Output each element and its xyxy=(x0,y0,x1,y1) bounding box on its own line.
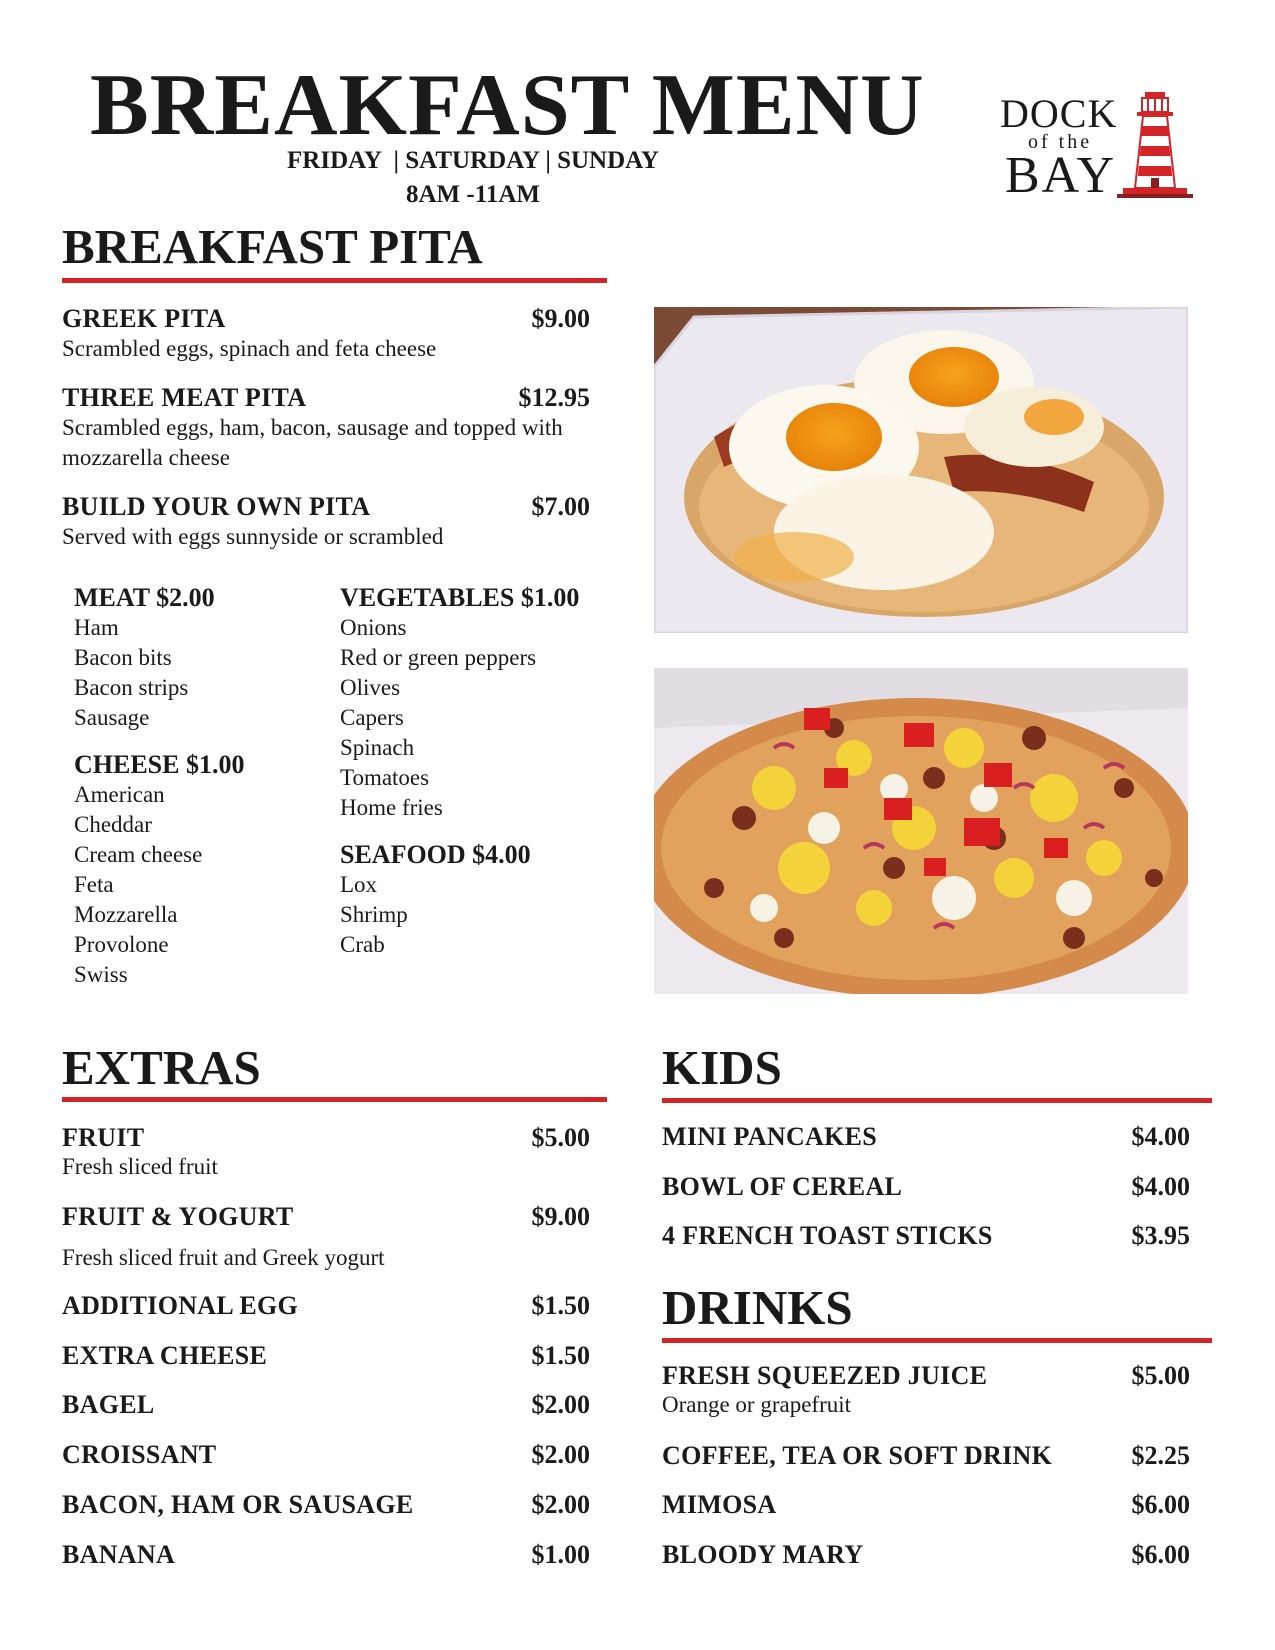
section-divider xyxy=(662,1098,1212,1103)
page-title: BREAKFAST MENU xyxy=(90,57,925,154)
item-name: 4 FRENCH TOAST STICKS xyxy=(662,1221,993,1250)
item-name: FRESH SQUEEZED JUICE xyxy=(662,1361,988,1390)
list-item: Olives xyxy=(340,675,401,700)
item-description: Fresh sliced fruit xyxy=(62,1154,218,1179)
hours-open: 8AM -11AM xyxy=(406,181,540,208)
item-price: $2.00 xyxy=(531,1490,590,1519)
section-title-breakfast-pita: BREAKFAST PITA xyxy=(62,219,483,274)
logo-line-of-the: of the xyxy=(1028,131,1093,153)
item-price: $1.00 xyxy=(531,1540,590,1569)
item-name: BACON, HAM OR SAUSAGE xyxy=(62,1490,414,1519)
list-item: Provolone xyxy=(74,932,169,957)
subheading-cheese: CHEESE $1.00 xyxy=(74,750,245,779)
item-name: ADDITIONAL EGG xyxy=(62,1291,299,1320)
item-price: $2.00 xyxy=(531,1440,590,1469)
list-item: Lox xyxy=(340,872,378,897)
item-price: $4.00 xyxy=(1131,1122,1190,1151)
list-item: Onions xyxy=(340,615,407,640)
item-price: $1.50 xyxy=(531,1341,590,1370)
list-item: Spinach xyxy=(340,735,415,760)
item-price: $4.00 xyxy=(1131,1172,1190,1201)
item-price: $2.25 xyxy=(1131,1441,1190,1470)
item-price: $2.00 xyxy=(531,1390,590,1419)
list-seafood xyxy=(340,870,580,960)
item-price: $3.95 xyxy=(1131,1221,1190,1250)
item-name: GREEK PITA xyxy=(62,304,226,333)
section-title-extras: EXTRAS xyxy=(62,1040,261,1095)
item-name: FRUIT & YOGURT xyxy=(62,1202,294,1231)
item-description: Fresh sliced fruit and Greek yogurt xyxy=(62,1245,385,1270)
list-cheese xyxy=(74,780,314,990)
list-item: American xyxy=(74,782,165,807)
list-item: Sausage xyxy=(74,705,150,730)
list-meat xyxy=(74,613,314,733)
section-divider xyxy=(62,1097,607,1102)
list-item: Shrimp xyxy=(340,902,408,927)
list-item: Mozzarella xyxy=(74,902,178,927)
item-price: $12.95 xyxy=(518,383,590,412)
photo-egg-pita xyxy=(654,307,1188,633)
item-name: THREE MEAT PITA xyxy=(62,383,307,412)
item-name: BLOODY MARY xyxy=(662,1540,864,1569)
days-open: FRIDAY | SATURDAY | SUNDAY xyxy=(287,147,659,174)
subheading-meat: MEAT $2.00 xyxy=(74,583,215,612)
item-name: EXTRA CHEESE xyxy=(62,1341,268,1370)
list-item: Cheddar xyxy=(74,812,152,837)
logo xyxy=(985,88,1210,206)
list-vegetables xyxy=(340,613,610,823)
list-item: Bacon bits xyxy=(74,645,172,670)
section-title-drinks: DRINKS xyxy=(662,1280,853,1335)
list-item: Red or green peppers xyxy=(340,645,537,670)
list-item: Bacon strips xyxy=(74,675,189,700)
list-item: Cream cheese xyxy=(74,842,203,867)
list-item: Feta xyxy=(74,872,114,897)
list-item: Crab xyxy=(340,932,385,957)
item-price: $5.00 xyxy=(1131,1361,1190,1390)
item-description: Scrambled eggs, ham, bacon, sausage and topped with mozzarella cheese xyxy=(62,415,563,470)
item-name: BAGEL xyxy=(62,1390,155,1419)
lighthouse-icon xyxy=(1115,90,1195,202)
section-divider xyxy=(62,278,607,283)
item-name: BOWL OF CEREAL xyxy=(662,1172,903,1201)
list-item: Tomatoes xyxy=(340,765,430,790)
item-name: FRUIT xyxy=(62,1123,145,1152)
subheading-seafood: SEAFOOD $4.00 xyxy=(340,840,531,869)
item-name: MINI PANCAKES xyxy=(662,1122,878,1151)
list-item: Swiss xyxy=(74,962,128,987)
item-price: $6.00 xyxy=(1131,1490,1190,1519)
subheading-vegetables: VEGETABLES $1.00 xyxy=(340,583,580,612)
photo-scramble-pita xyxy=(654,668,1188,994)
list-item: Capers xyxy=(340,705,404,730)
item-name: BANANA xyxy=(62,1540,176,1569)
item-price: $9.00 xyxy=(531,1202,590,1231)
item-price: $9.00 xyxy=(531,304,590,333)
logo-line-dock: DOCK xyxy=(1000,91,1118,136)
item-name: CROISSANT xyxy=(62,1440,217,1469)
item-price: $1.50 xyxy=(531,1291,590,1320)
item-description: Orange or grapefruit xyxy=(662,1392,852,1417)
section-title-kids: KIDS xyxy=(662,1040,782,1095)
item-description: Scrambled eggs, spinach and feta cheese xyxy=(62,336,437,361)
list-item: Home fries xyxy=(340,795,443,820)
item-name: MIMOSA xyxy=(662,1490,777,1519)
item-price: $7.00 xyxy=(531,492,590,521)
item-description: Served with eggs sunnyside or scrambled xyxy=(62,524,444,549)
item-price: $5.00 xyxy=(531,1123,590,1152)
logo-line-bay: BAY xyxy=(1005,147,1117,204)
item-price: $6.00 xyxy=(1131,1540,1190,1569)
item-name: COFFEE, TEA OR SOFT DRINK xyxy=(662,1441,1053,1470)
section-divider xyxy=(662,1338,1212,1343)
list-item: Ham xyxy=(74,615,119,640)
item-name: BUILD YOUR OWN PITA xyxy=(62,492,371,521)
